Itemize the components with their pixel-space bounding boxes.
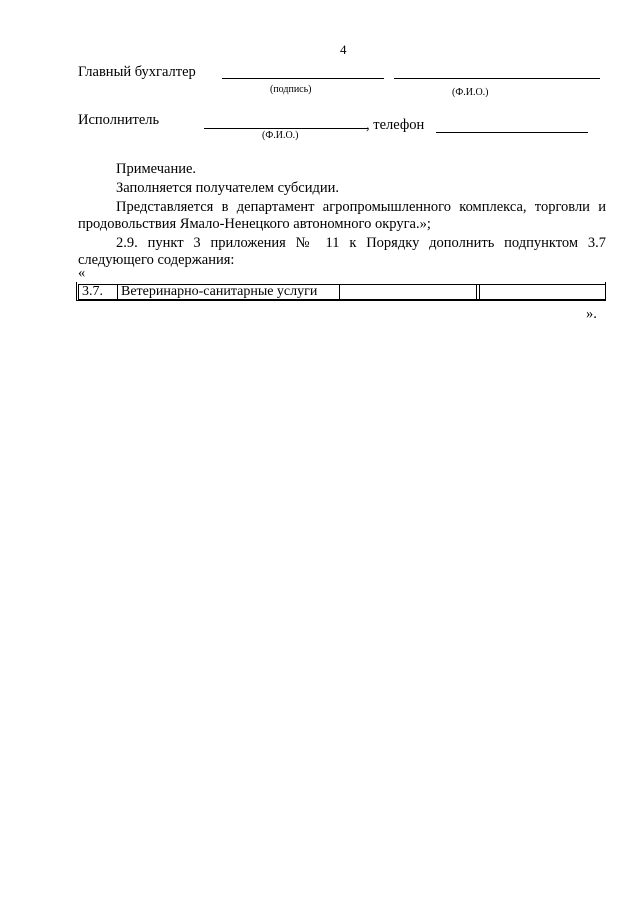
- row-cell-3: [340, 285, 477, 300]
- row-cell-5: [480, 285, 606, 300]
- note-title: Примечание.: [116, 161, 197, 177]
- note-line-2: Представляется в департамент агропромышленного комплекса, торговли и продовольствия Ямало-Ненецкого автономного округа.»;: [78, 199, 606, 232]
- chief-accountant-label: Главный бухгалтер: [78, 64, 196, 80]
- note-line-1: Заполняется получателем субсидии.: [116, 180, 339, 196]
- executor-fio-caption: (Ф.И.О.): [262, 130, 299, 141]
- row-number-cell: 3.7.: [79, 285, 118, 300]
- fio-caption: (Ф.И.О.): [452, 87, 489, 98]
- table-row: [79, 285, 606, 300]
- close-quote: ».: [586, 306, 597, 322]
- signature-caption: (подпись): [270, 84, 312, 95]
- subsidy-table: [78, 284, 606, 300]
- executor-fio-line: [204, 128, 368, 129]
- amendment-text: 2.9. пункт 3 приложения № 11 к Порядку дополнить подпунктом 3.7 следующего содержания:: [78, 235, 606, 268]
- signature-line: [222, 78, 384, 79]
- phone-line: [436, 132, 588, 133]
- open-quote: «: [78, 265, 86, 281]
- row-name-cell: Ветеринарно-санитарные услуги: [118, 285, 340, 300]
- phone-label: , телефон: [366, 117, 425, 133]
- page-number: 4: [340, 42, 347, 57]
- fio-line: [394, 78, 600, 79]
- executor-label: Исполнитель: [78, 112, 160, 128]
